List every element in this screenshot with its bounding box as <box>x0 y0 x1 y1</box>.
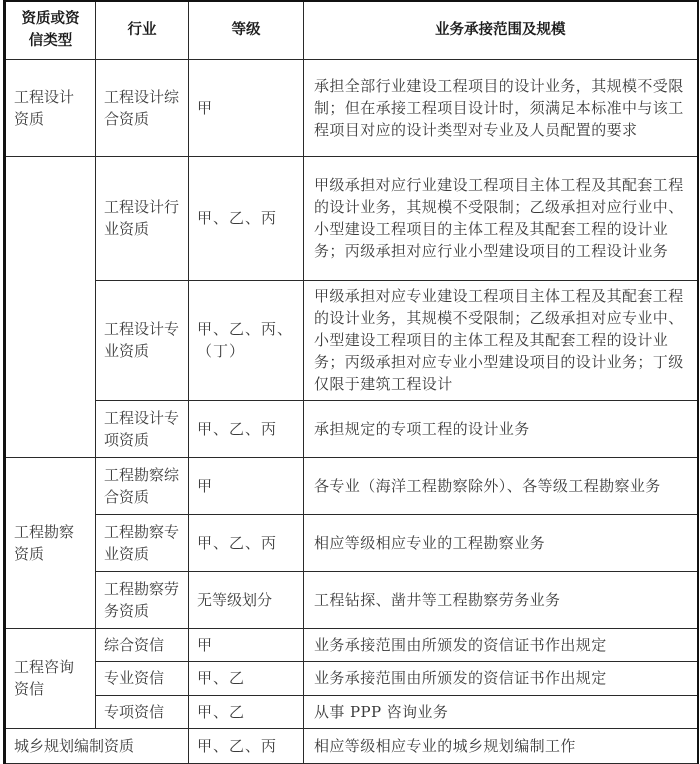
grade-cell: 甲、乙、丙、（丁） <box>189 280 304 400</box>
scope-cell: 业务承接范围由所颁发的资信证书作出规定 <box>304 628 698 661</box>
qualification-table <box>3 0 699 764</box>
header-scope: 业务承接范围及规模 <box>304 1 698 59</box>
type-cell: 工程咨询资信 <box>5 628 96 728</box>
table-row <box>5 628 698 661</box>
header-row <box>5 1 698 59</box>
grade-cell: 甲、乙、丙 <box>189 728 304 763</box>
grade-cell: 甲、乙 <box>189 695 304 728</box>
scope-cell: 从事 PPP 咨询业务 <box>304 695 698 728</box>
industry-cell: 专项资信 <box>96 695 189 728</box>
industry-cell: 专业资信 <box>96 661 189 695</box>
grade-cell: 甲、乙、丙 <box>189 514 304 571</box>
header-industry: 行业 <box>96 1 189 59</box>
scope-cell: 相应等级相应专业的城乡规划编制工作 <box>304 728 698 763</box>
table-row <box>5 400 698 457</box>
table-row <box>5 571 698 628</box>
type-cell: 城乡规划编制资质 <box>5 728 189 763</box>
grade-cell: 甲 <box>189 628 304 661</box>
table-row <box>5 514 698 571</box>
grade-cell: 甲、乙 <box>189 661 304 695</box>
grade-cell: 甲 <box>189 59 304 156</box>
grade-cell: 甲、乙、丙 <box>189 156 304 280</box>
industry-cell: 工程勘察专业资质 <box>96 514 189 571</box>
industry-cell: 工程设计行业资质 <box>96 156 189 280</box>
table-row <box>5 661 698 695</box>
table-row <box>5 156 698 280</box>
type-cell: 工程设计资质 <box>5 59 96 156</box>
scope-cell: 甲级承担对应行业建设工程项目主体工程及其配套工程的设计业务，其规模不受限制；乙级承担对应行业中、小型建设工程项目的主体工程及其配套工程的设计业务；丙级承担对应行业小型建设项目的工程设计业务 <box>304 156 698 280</box>
scope-cell: 承担规定的专项工程的设计业务 <box>304 400 698 457</box>
scope-cell: 承担全部行业建设工程项目的设计业务，其规模不受限制；但在承接工程项目设计时，须满足本标准中与该工程项目对应的设计类型对专业及人员配置的要求 <box>304 59 698 156</box>
table-row <box>5 457 698 514</box>
scope-cell: 各专业（海洋工程勘察除外）、各等级工程勘察业务 <box>304 457 698 514</box>
industry-cell: 综合资信 <box>96 628 189 661</box>
grade-cell: 甲 <box>189 457 304 514</box>
type-cell: 工程勘察资质 <box>5 457 96 628</box>
table-row <box>5 280 698 400</box>
table-row <box>5 728 698 763</box>
scope-cell: 工程钻探、凿井等工程勘察劳务业务 <box>304 571 698 628</box>
industry-cell: 工程设计专项资质 <box>96 400 189 457</box>
type-cell <box>5 156 96 457</box>
industry-cell: 工程勘察劳务资质 <box>96 571 189 628</box>
table-row <box>5 59 698 156</box>
scope-cell: 业务承接范围由所颁发的资信证书作出规定 <box>304 661 698 695</box>
header-type: 资质或资 信类型 <box>5 1 96 59</box>
industry-cell: 工程设计综合资质 <box>96 59 189 156</box>
grade-cell: 甲、乙、丙 <box>189 400 304 457</box>
grade-cell: 无等级划分 <box>189 571 304 628</box>
header-grade: 等级 <box>189 1 304 59</box>
industry-cell: 工程设计专业资质 <box>96 280 189 400</box>
scope-cell: 甲级承担对应专业建设工程项目主体工程及其配套工程的设计业务，其规模不受限制；乙级承担对应专业中、小型建设工程项目的主体工程及其配套工程的设计业务；丙级承担对应专业小型建设项目的设计业务；丁级仅限于建筑工程设计 <box>304 280 698 400</box>
table-row <box>5 695 698 728</box>
industry-cell: 工程勘察综合资质 <box>96 457 189 514</box>
scope-cell: 相应等级相应专业的工程勘察业务 <box>304 514 698 571</box>
